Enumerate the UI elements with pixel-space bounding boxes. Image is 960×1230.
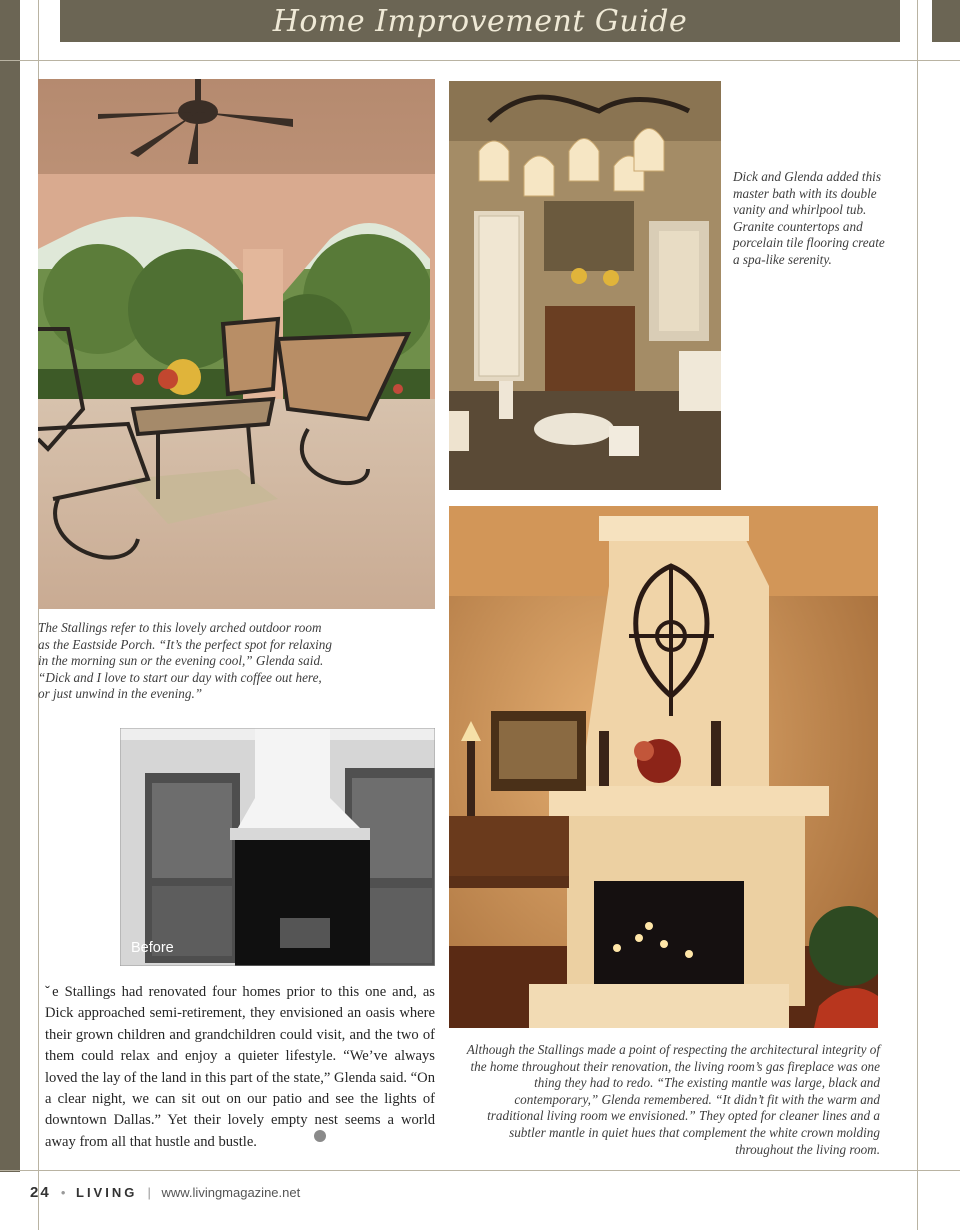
fireplace-caption: Although the Stallings made a point of respecting the architectural integrity of the home throughout their renovation, the living room’s gas fireplace was one thing they had to redo. “The existing mantle was large, black and contemporary,” Glenda remembered. “It didn’t fit with the warm and traditional living room we envisioned.” They opted for cleaner lines and a subtler mantle in quiet hues that complement the white crown molding throughout the living room. bbox=[466, 1042, 880, 1157]
left-frame-bar bbox=[0, 0, 20, 1172]
page-footer bbox=[30, 1184, 300, 1201]
body-paragraph: ˇe Stallings had renovated four homes prior to this one and, as Dick approached semi-retirement, they envisioned an oasis where their grown children and grandchildren could visit, and the two of them could relax and enjoy a quieter lifestyle. “We’ve always loved the lay of the land in this part of the state,” Glenda said. “On a clear night, we can sit out on our patio and see the lights of downtown Dallas.” Yet their lovely empty nest seems a world away from all that hustle and bustle. bbox=[45, 984, 435, 1150]
magazine-url-link[interactable]: www.livingmagazine.net bbox=[161, 1185, 301, 1200]
end-mark-icon bbox=[314, 1130, 326, 1142]
footer-bullet: • bbox=[60, 1185, 66, 1200]
page-number: 24 bbox=[30, 1184, 51, 1201]
page-title: Home Improvement Guide bbox=[272, 4, 688, 39]
header-guide-line bbox=[0, 60, 960, 61]
porch-caption: The Stallings refer to this lovely arched outdoor room as the Eastside Porch. “It’s the perfect spot for relaxing in the morning sun or the evening cool,” Glenda said. “Dick and I love to start our day with coffee out here, or just unwind in the evening.” bbox=[38, 620, 332, 702]
before-photo bbox=[120, 728, 435, 966]
porch-photo bbox=[38, 79, 435, 609]
bath-caption: Dick and Glenda added this master bath with its double vanity and whirlpool tub. Granite countertops and porcelain tile flooring create a spa-like serenity. bbox=[733, 169, 885, 267]
before-label: Before bbox=[131, 940, 174, 956]
footer-separator: | bbox=[147, 1185, 152, 1200]
column-guide-line bbox=[917, 0, 918, 1230]
right-frame-bar bbox=[932, 0, 960, 42]
fireplace-photo bbox=[449, 506, 878, 1028]
magazine-brand: LIVING bbox=[76, 1185, 138, 1200]
footer-guide-line bbox=[0, 1170, 960, 1171]
bath-photo bbox=[449, 81, 721, 490]
